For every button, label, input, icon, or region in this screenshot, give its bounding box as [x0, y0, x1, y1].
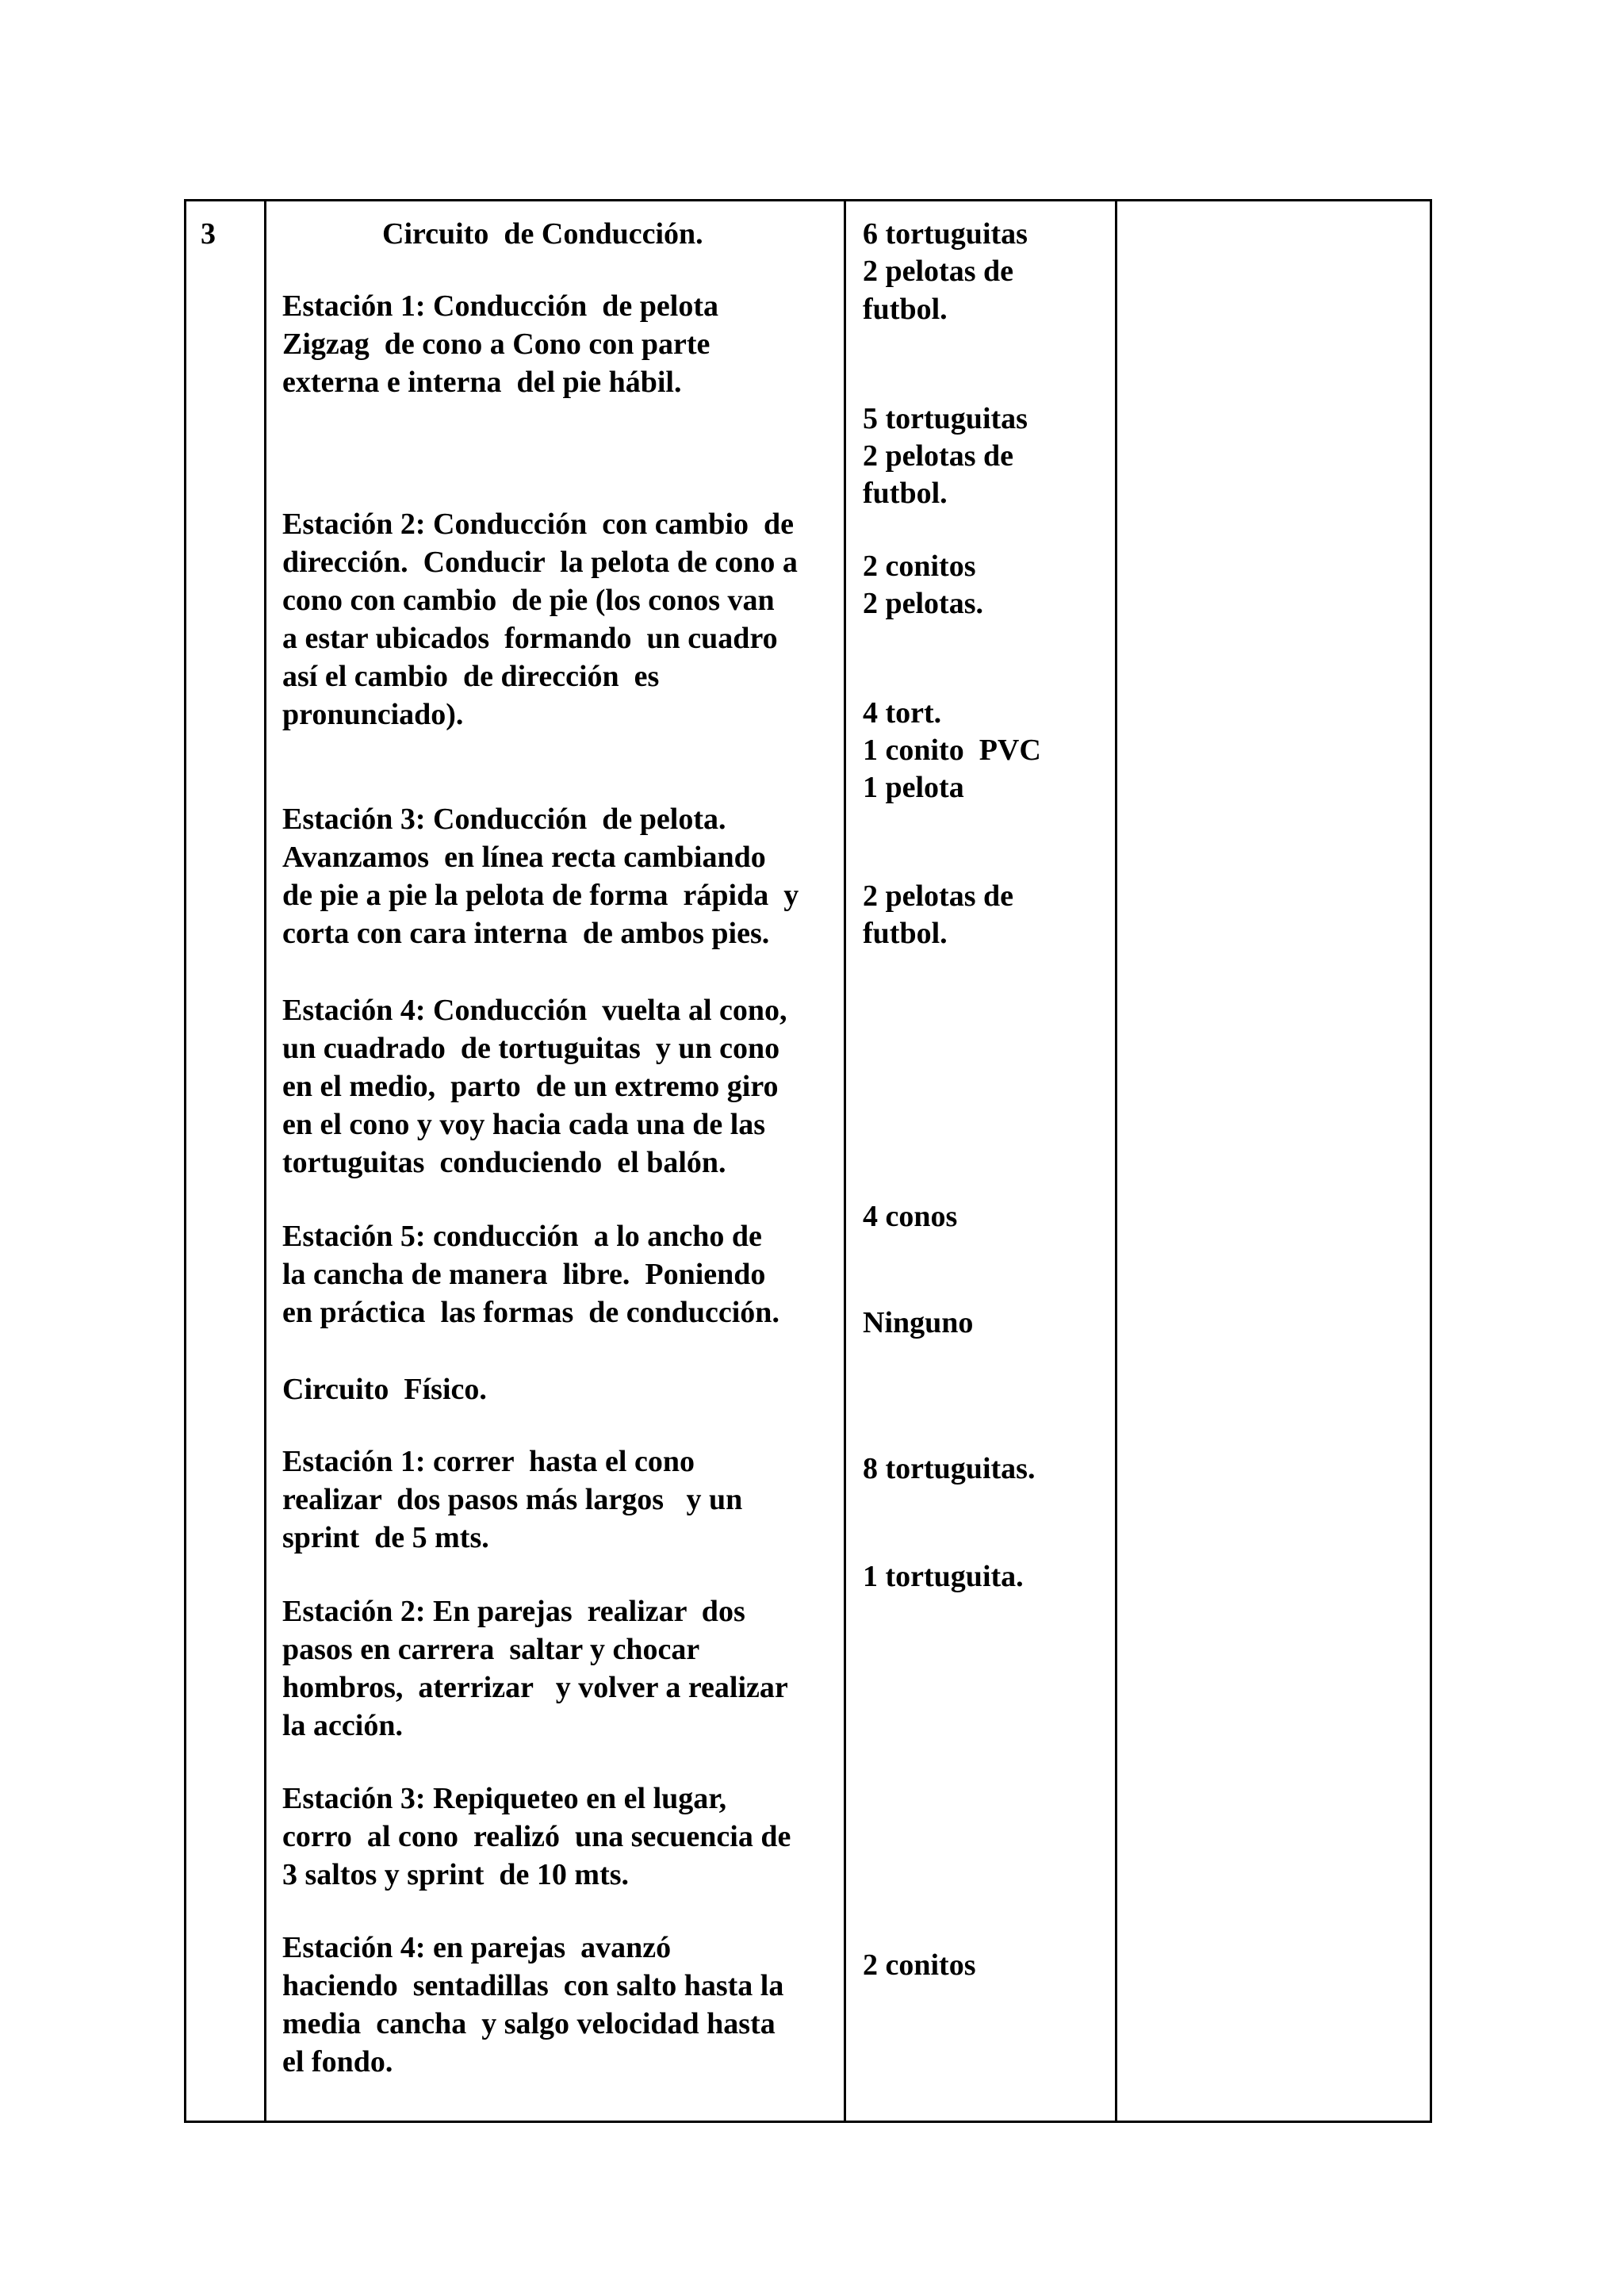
material-item: Ninguno	[863, 1306, 974, 1339]
text-line: Estación 4: Conducción vuelta al cono,	[282, 994, 787, 1027]
material-item: 4 tort.	[863, 696, 942, 730]
station-paragraph	[282, 287, 718, 401]
material-item: 2 pelotas de	[863, 439, 1013, 473]
material-item: 8 tortuguitas.	[863, 1452, 1036, 1485]
text-line: cono con cambio de pie (los conos van	[282, 584, 775, 617]
row-number: 3	[201, 217, 216, 251]
text-line: Estación 3: Conducción de pelota.	[282, 803, 726, 836]
text-line: hombros, aterrizar y volver a realizar	[282, 1671, 788, 1704]
text-line: media cancha y salgo velocidad hasta	[282, 2007, 776, 2040]
text-line: Avanzamos en línea recta cambiando	[282, 841, 766, 874]
text-line: tortuguitas conduciendo el balón.	[282, 1146, 726, 1179]
text-line: Estación 5: conducción a lo ancho de	[282, 1220, 762, 1253]
material-item: futbol.	[863, 917, 948, 950]
station-paragraph	[282, 1443, 742, 1557]
text-line: en el cono y voy hacia cada una de las	[282, 1108, 766, 1141]
activity-title: Circuito de Conducción.	[382, 217, 703, 251]
material-item: 1 pelota	[863, 771, 964, 804]
text-line: haciendo sentadillas con salto hasta la	[282, 1969, 784, 2002]
column-divider-3	[1115, 199, 1117, 2123]
circuit-heading	[282, 1370, 487, 1408]
station-paragraph	[282, 1780, 791, 1894]
text-line: pronunciado).	[282, 698, 464, 731]
text-line: el fondo.	[282, 2045, 393, 2079]
text-line: corta con cara interna de ambos pies.	[282, 917, 770, 950]
material-item: 2 conitos	[863, 550, 976, 583]
material-item: 2 conitos	[863, 1948, 976, 1982]
text-line: realizar dos pasos más largos y un	[282, 1483, 743, 1516]
material-item: 1 conito PVC	[863, 734, 1041, 767]
text-line: así el cambio de dirección es	[282, 660, 660, 693]
text-line: en el medio, parto de un extremo giro	[282, 1070, 779, 1103]
material-item: futbol.	[863, 293, 948, 326]
text-line: Estación 2: En parejas realizar dos	[282, 1595, 745, 1628]
material-item: 4 conos	[863, 1200, 958, 1233]
text-line: sprint de 5 mts.	[282, 1521, 489, 1554]
text-line: Zigzag de cono a Cono con parte	[282, 328, 710, 361]
text-line: Circuito Físico.	[282, 1373, 487, 1406]
text-line: corro al cono realizó una secuencia de	[282, 1820, 791, 1853]
text-line: dirección. Conducir la pelota de cono a	[282, 546, 798, 579]
text-line: a estar ubicados formando un cuadro	[282, 622, 778, 655]
column-divider-1	[264, 199, 266, 2123]
station-paragraph	[282, 991, 787, 1182]
text-line: Estación 3: Repiqueteo en el lugar,	[282, 1782, 727, 1815]
text-line: pasos en carrera saltar y chocar	[282, 1633, 700, 1666]
station-paragraph	[282, 1929, 783, 2081]
text-line: 3 saltos y sprint de 10 mts.	[282, 1858, 630, 1891]
station-paragraph	[282, 800, 799, 952]
text-line: externa e interna del pie hábil.	[282, 366, 682, 399]
material-item: 5 tortuguitas	[863, 402, 1028, 435]
material-item: 2 pelotas.	[863, 587, 983, 620]
text-line: Estación 4: en parejas avanzó	[282, 1931, 672, 1964]
text-line: un cuadrado de tortuguitas y un cono	[282, 1032, 780, 1065]
text-line: Estación 2: Conducción con cambio de	[282, 508, 794, 541]
text-line: la acción.	[282, 1709, 403, 1742]
station-paragraph	[282, 505, 798, 734]
material-item: futbol.	[863, 477, 948, 510]
material-item: 1 tortuguita.	[863, 1560, 1024, 1593]
text-line: de pie a pie la pelota de forma rápida y	[282, 879, 799, 912]
text-line: la cancha de manera libre. Poniendo	[282, 1258, 766, 1291]
station-paragraph	[282, 1592, 788, 1745]
text-line: Estación 1: Conducción de pelota	[282, 289, 718, 323]
text-line: en práctica las formas de conducción.	[282, 1296, 779, 1329]
column-divider-2	[844, 199, 846, 2123]
material-item: 2 pelotas de	[863, 879, 1013, 913]
material-item: 2 pelotas de	[863, 255, 1013, 288]
observations-cell	[1134, 215, 1411, 253]
text-line: Estación 1: correr hasta el cono	[282, 1445, 695, 1478]
material-item: 6 tortuguitas	[863, 217, 1028, 251]
station-paragraph	[282, 1217, 779, 1331]
